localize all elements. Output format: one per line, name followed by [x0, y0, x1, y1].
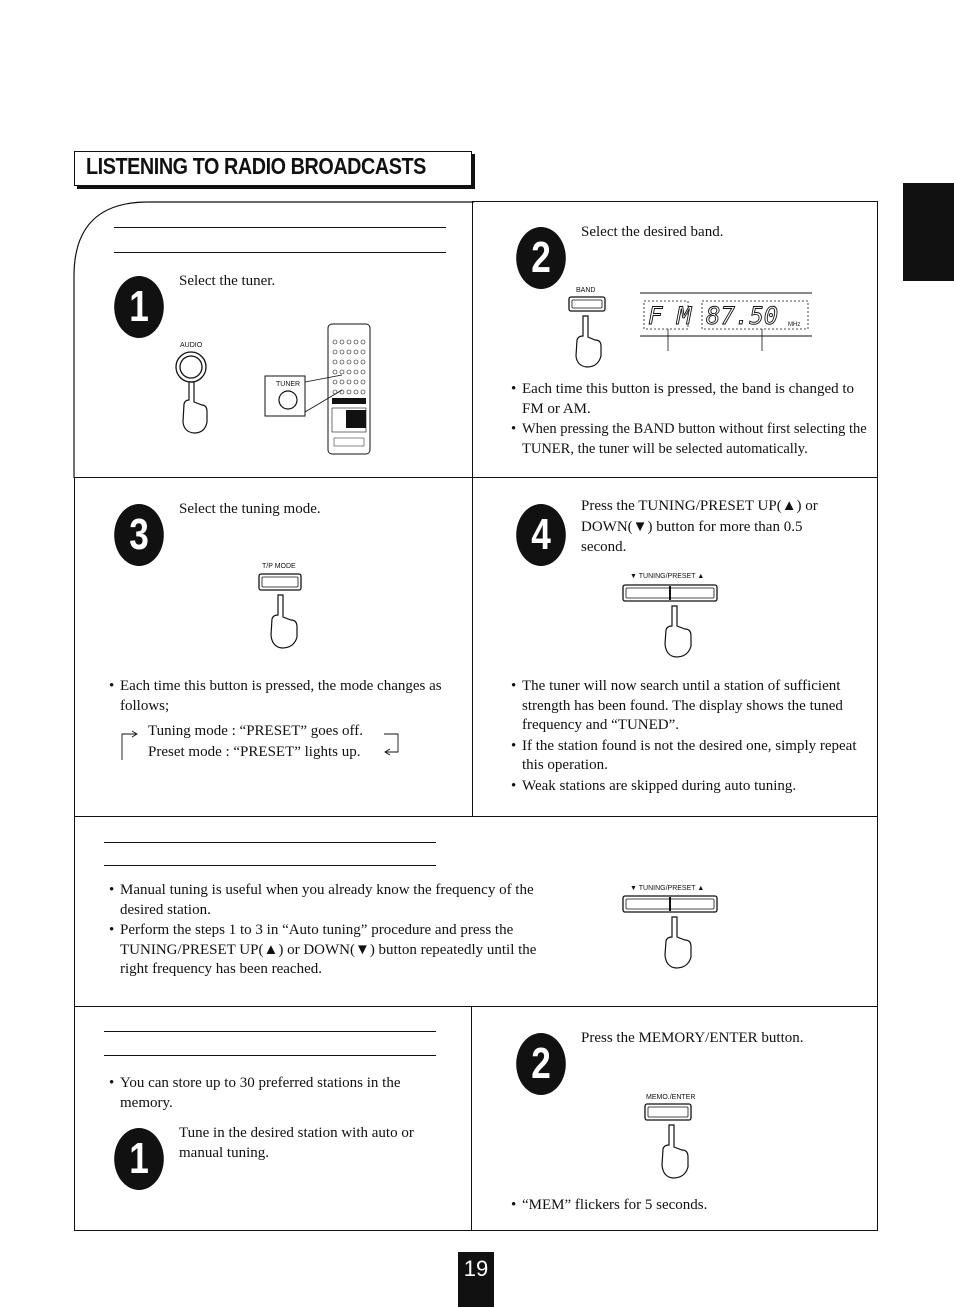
fm-display-illustration: [638, 291, 814, 351]
step-number: 2: [516, 227, 566, 289]
step-number: 3: [114, 504, 164, 566]
step-instruction: Press the MEMORY/ENTER button.: [581, 1030, 804, 1046]
mode-preset-text: Preset mode : “PRESET” lights up.: [148, 744, 361, 760]
audio-button-illustration[interactable]: [172, 350, 212, 436]
note-item: • Weak stations are skipped during auto tuning.: [511, 777, 861, 797]
tp-mode-label: T/P MODE: [262, 563, 296, 570]
display-unit: MHz: [788, 322, 801, 328]
note-item: • When pressing the BAND button without first selecting the TUNER, the tuner will be selected automatically.: [511, 420, 867, 459]
note-item: • “MEM” flickers for 5 seconds.: [511, 1196, 861, 1216]
heading-rule: [114, 252, 446, 253]
memo-enter-label: MEMO./ENTER: [646, 1094, 696, 1101]
step-number: 1: [114, 276, 164, 338]
step2-notes: [511, 380, 867, 460]
audio-label: AUDIO: [180, 342, 203, 349]
tuning-preset-button-illustration[interactable]: [620, 582, 720, 662]
page-number: 19: [458, 1252, 494, 1307]
step3-notes: [109, 677, 459, 717]
display-band: F M: [648, 302, 692, 330]
band-button-illustration[interactable]: [566, 294, 610, 370]
note-item: • The tuner will now search until a station of sufficient strength has been found. The display shows the tuned frequency and “TUNED”.: [511, 677, 861, 736]
section-tab: [903, 183, 954, 281]
step-instruction: Tune in the desired station with auto or manual tuning.: [179, 1125, 414, 1161]
page-title: LISTENING TO RADIO BROADCASTS: [86, 153, 426, 179]
heading-rule: [114, 227, 446, 228]
remote-illustration: [262, 320, 378, 458]
tuner-label: TUNER: [276, 381, 301, 388]
heading-rule: [104, 1031, 436, 1032]
preset-step2-notes: [511, 1196, 861, 1217]
step-instruction: Select the tuning mode.: [179, 501, 321, 517]
note-item: • If the station found is not the desired one, simply repeat this operation.: [511, 737, 861, 776]
step-instruction: Press the TUNING/PRESET UP(▲) or DOWN(▼) button for more than 0.5 second.: [581, 498, 818, 555]
heading-rule: [104, 865, 436, 866]
step-number: 2: [516, 1033, 566, 1095]
note-item: • Manual tuning is useful when you already know the frequency of the desired station.: [109, 881, 549, 920]
tp-mode-button-illustration[interactable]: [257, 571, 305, 653]
note-item: • You can store up to 30 preferred stations in the memory.: [109, 1074, 439, 1113]
mode-tuning-text: Tuning mode : “PRESET” goes off.: [148, 723, 364, 739]
manual-notes: [109, 881, 549, 981]
note-item: • Each time this button is pressed, the band is changed to FM or AM.: [511, 380, 867, 419]
tuning-preset-label: ▼ TUNING/PRESET ▲: [630, 885, 705, 892]
note-item: • Each time this button is pressed, the mode changes as follows;: [109, 677, 459, 716]
step-instruction: Select the desired band.: [581, 224, 724, 240]
step-instruction: Select the tuner.: [179, 273, 276, 289]
step4-notes: [511, 677, 861, 797]
preset-left-cell: [74, 1006, 472, 1231]
step-number: 4: [516, 504, 566, 566]
tuning-preset-label: ▼ TUNING/PRESET ▲: [630, 573, 705, 580]
step-number: 1: [114, 1128, 164, 1190]
heading-rule: [104, 1055, 436, 1056]
preset-notes: [109, 1074, 439, 1114]
heading-rule: [104, 842, 436, 843]
memo-enter-button-illustration[interactable]: [642, 1101, 696, 1183]
display-frequency: 87.50: [706, 302, 779, 330]
note-item: • Perform the steps 1 to 3 in “Auto tuning” procedure and press the TUNING/PRESET UP(▲) or DOWN(▼) button repeatedly until the right frequency has been reached.: [109, 921, 549, 980]
tuning-preset-button-illustration[interactable]: [620, 893, 720, 973]
band-label: BAND: [576, 287, 596, 294]
